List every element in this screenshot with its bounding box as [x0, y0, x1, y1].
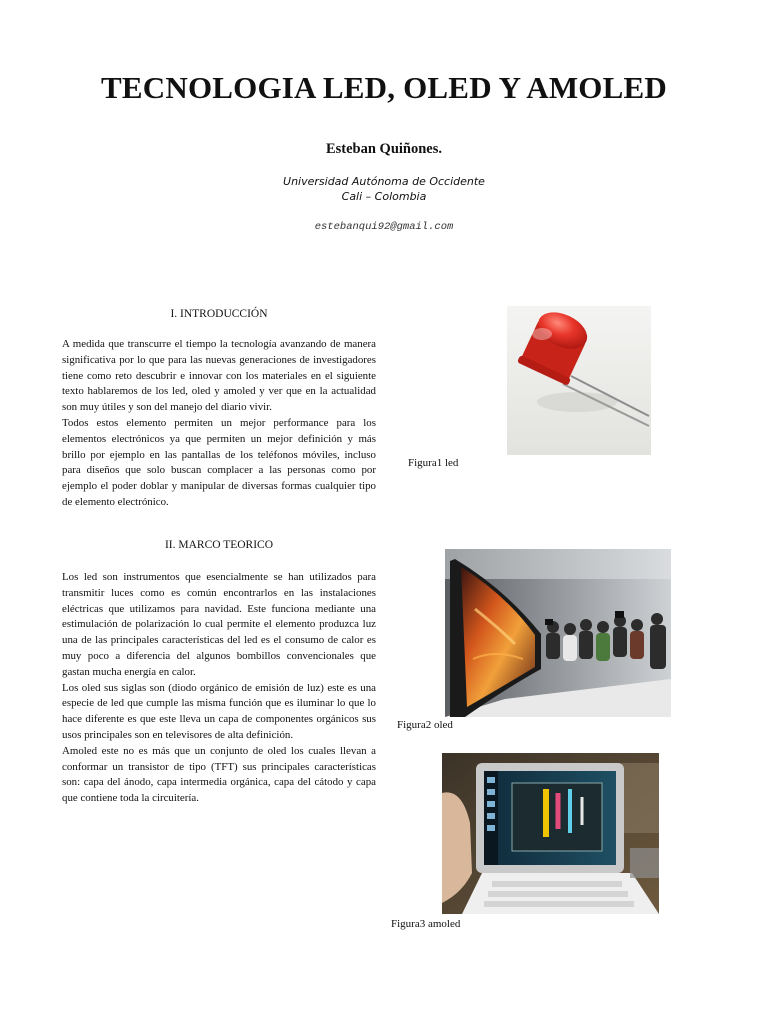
- figure-led-image: [507, 306, 651, 455]
- paragraph: Los led son instrumentos que esencialmente se han utilizados para transmitir luces como es común encontrarlos en las instalaciones eléctricas que utilizamos para navidad. Este funciona mediante una estimulación de polarización lo cual permite el elemento produzca luz una de las principales características del led es el consumo de calor es muy poco a diferencia del algunos bombillos convencionales que gastan mucha energía en calor.: [62, 571, 376, 678]
- paragraph: Amoled este no es más que un conjunto de oled los cuales llevan a conformar un transistor de tipo (TFT) sus principales características son: capa del ánodo, capa intermedia orgánica, capa del cátodo y capa que contiene toda la circuitería.: [62, 744, 376, 805]
- affiliation-city: Cali – Colombia: [341, 190, 427, 203]
- author-name: Esteban Quiñones.: [325, 141, 443, 157]
- paragraph: Todos estos elemento permiten un mejor performance para los elementos electrónicos ya que permiten un mejor definición y más brillo por ejemplo en las pantallas de los teléfonos móviles, incluso para diseños que solo buscan complacer a las personas como por ejemplo el poder doblar y manipular de diversas formas cualquier tipo de elemento electrónico.: [62, 416, 376, 508]
- paragraph: Los oled sus siglas son (diodo orgánico de emisión de luz) este es una especie de led que cumple las misma función que es iluminar lo que lo hace diferente es que este lleva un capa de componentes orgánicos sus usos principales son en televisores de alta definición.: [62, 681, 376, 741]
- section-heading-introduccion: I. INTRODUCCIÓN: [170, 308, 268, 320]
- figure-caption-1: Figura1 led: [408, 457, 459, 469]
- figure-oled-image: [445, 549, 671, 717]
- affiliation-university: Universidad Autónoma de Occidente: [283, 175, 485, 188]
- section-body-marco-teorico: [62, 570, 376, 807]
- figure-caption-3: Figura3 amoled: [391, 918, 461, 930]
- paragraph: A medida que transcurre el tiempo la tecnología avanzando de manera significativa por lo que para las nuevas generaciones de investigadores tiene como reto descubrir e innovar con los materiales en el siguiente texto hablaremos de los led, oled y amoled y ver que en la actualidad son muy útiles y son del manejo del diario vivir.: [62, 338, 376, 414]
- figure-amoled-image: [442, 753, 659, 914]
- paper-title: TECNOLOGIA LED, OLED Y AMOLED: [101, 70, 667, 105]
- section-heading-marco-teorico: II. MARCO TEORICO: [164, 539, 274, 551]
- figure-caption-2: Figura2 oled: [397, 719, 453, 731]
- author-email: estebanqui92@gmail.com: [314, 221, 454, 233]
- section-body-introduccion: [62, 337, 376, 511]
